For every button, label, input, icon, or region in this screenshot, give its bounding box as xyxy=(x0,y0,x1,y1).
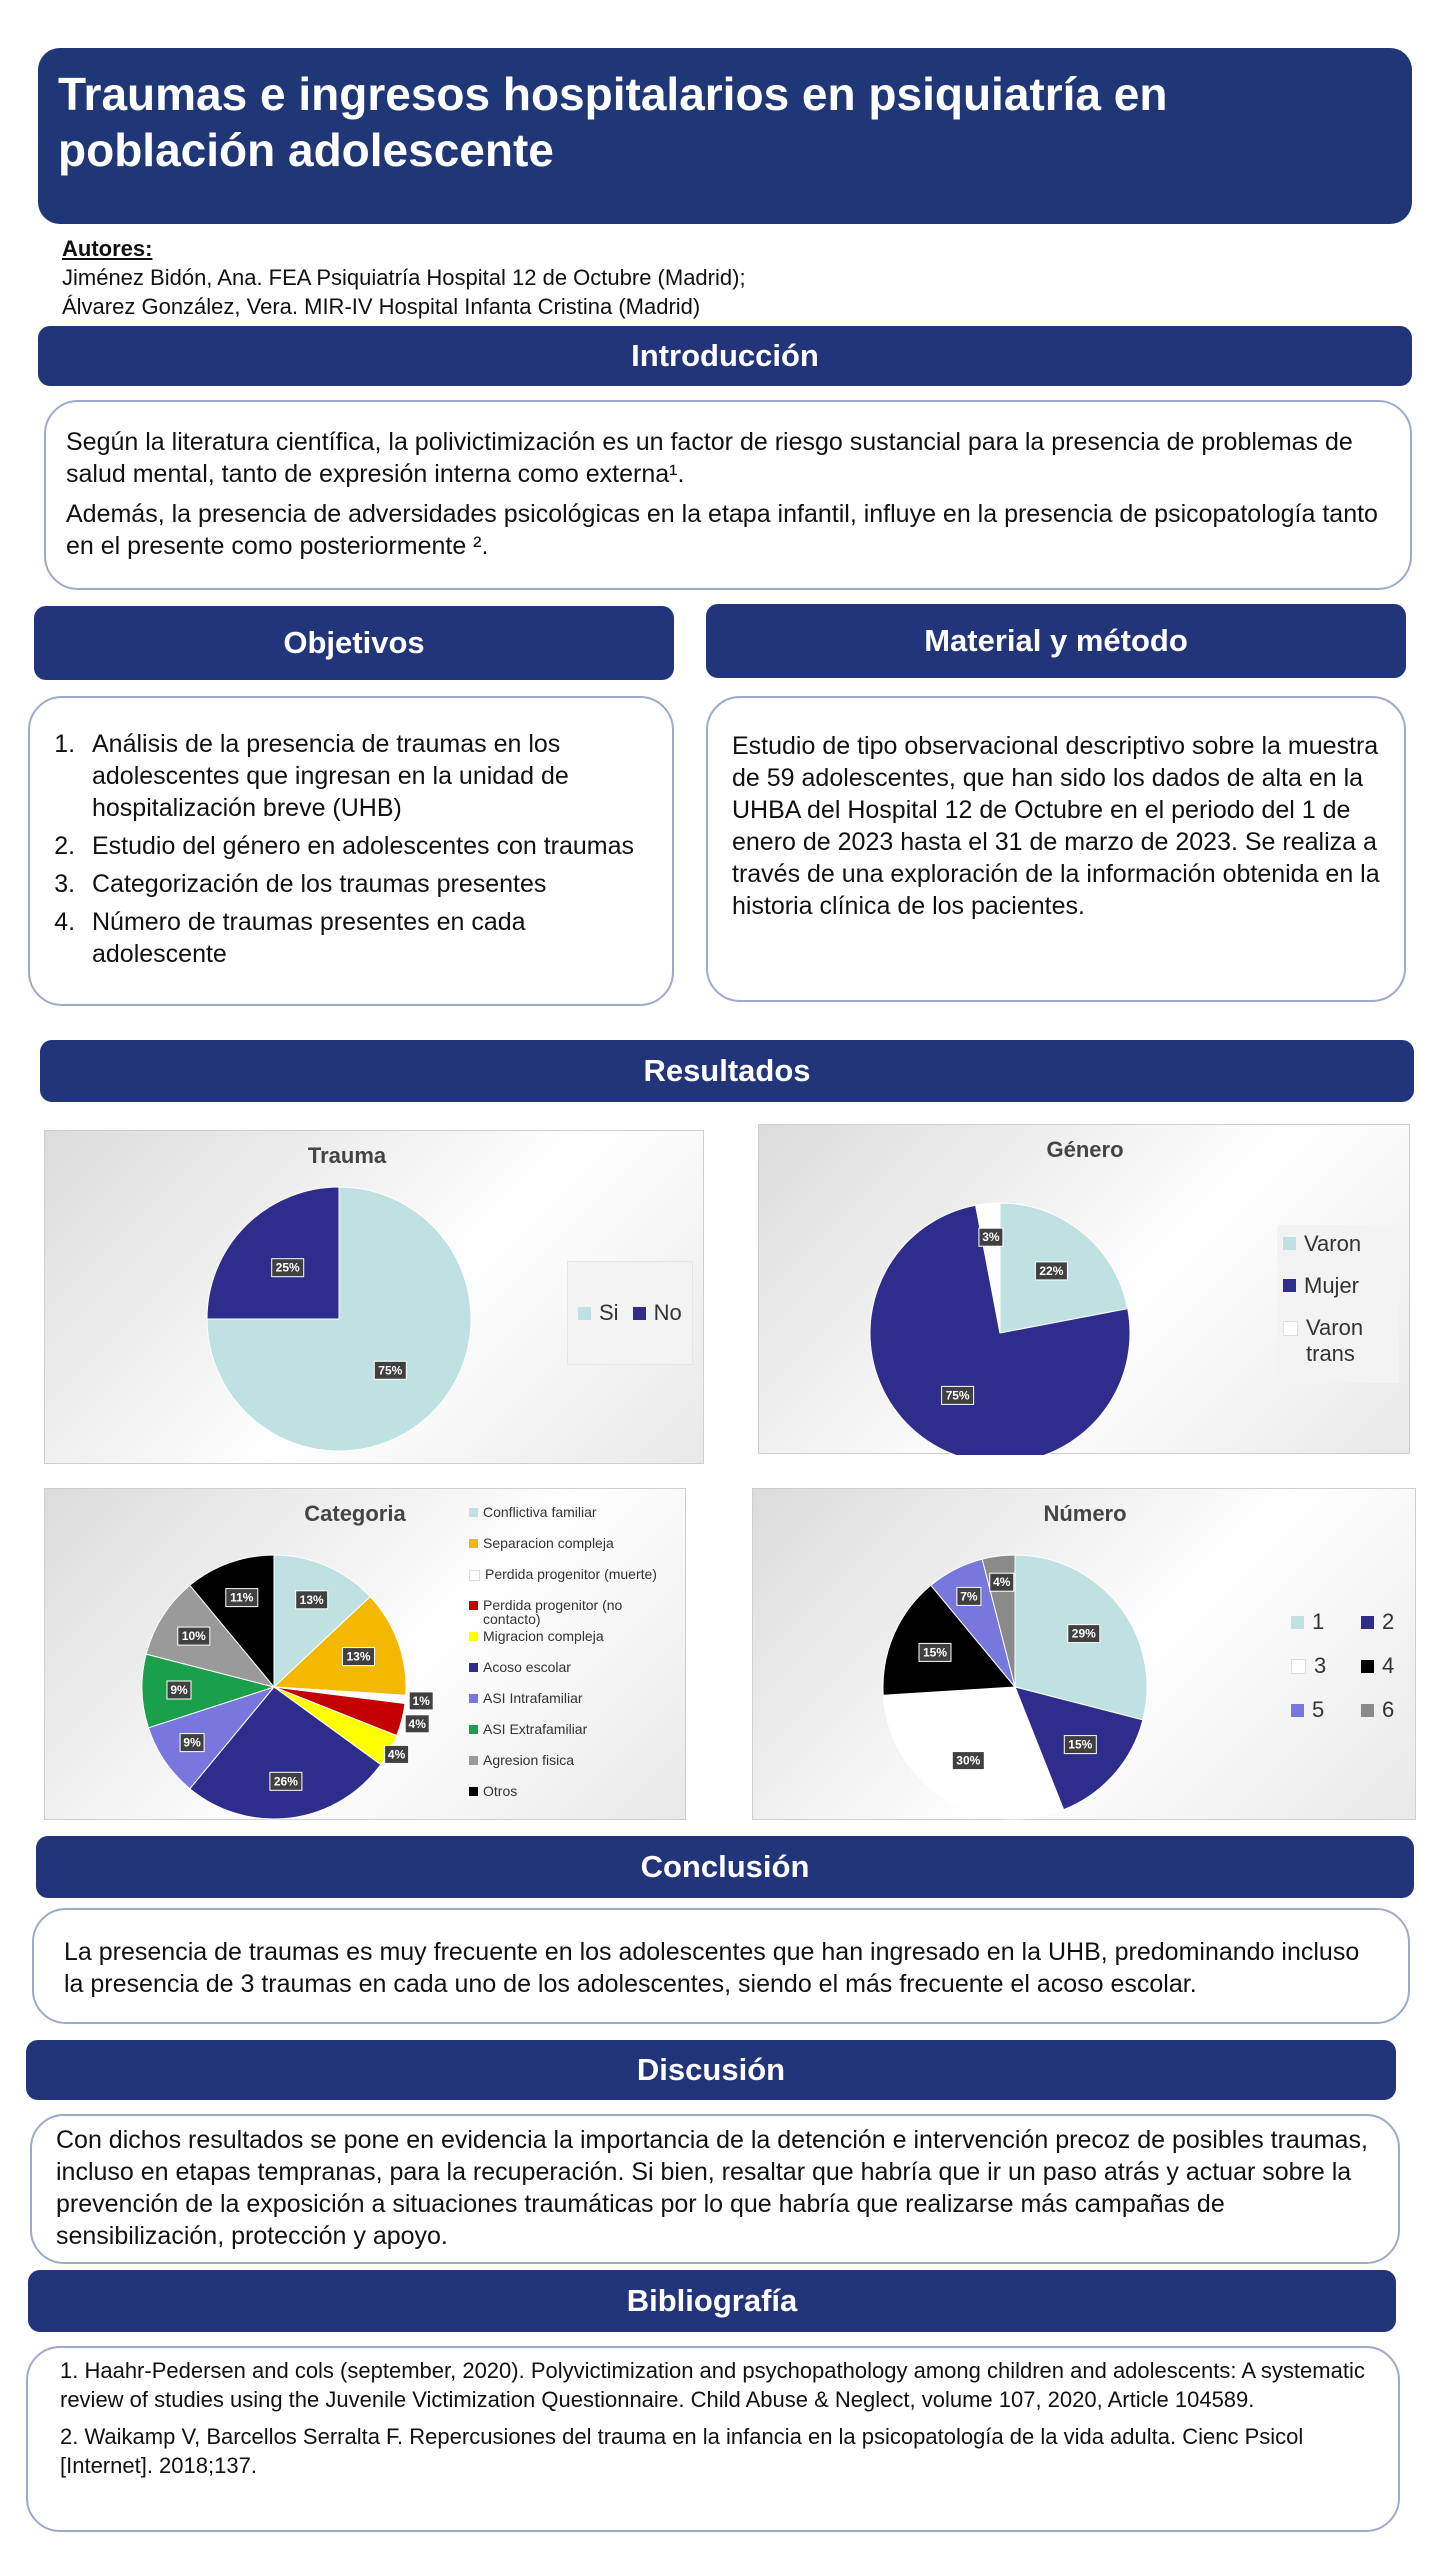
poster-title-text: Traumas e ingresos hospitalarios en psiquiatría en población adolescente xyxy=(58,68,1168,176)
legend-swatch xyxy=(469,1601,478,1610)
legend-swatch xyxy=(469,1725,478,1734)
legend-label: Si xyxy=(599,1300,619,1325)
legend-label: Separacion compleja xyxy=(483,1535,614,1551)
legend-item xyxy=(1283,1231,1393,1257)
legend-swatch xyxy=(469,1508,478,1517)
data-label: 22% xyxy=(1039,1263,1064,1278)
section-title: Conclusión xyxy=(640,1849,810,1884)
legend-item xyxy=(469,1598,679,1629)
legend-label: Migracion compleja xyxy=(483,1628,604,1644)
intro-paragraph: Además, la presencia de adversidades psicológicas en la etapa infantil, influye en la presencia de psicopatología tanto en el presente como posteriormente ². xyxy=(66,500,1378,560)
legend-swatch xyxy=(578,1307,591,1320)
data-label: 7% xyxy=(960,1589,978,1604)
legend-label: No xyxy=(653,1300,682,1325)
section-header-discusion xyxy=(26,2040,1396,2100)
section-header-conclusion xyxy=(36,1836,1414,1898)
legend-label: Otros xyxy=(483,1783,518,1799)
data-label: 10% xyxy=(181,1629,206,1644)
legend-item xyxy=(469,1784,679,1815)
legend-swatch xyxy=(469,1632,478,1641)
legend-item xyxy=(469,1505,679,1536)
legend-label: Conflictiva familiar xyxy=(483,1504,597,1520)
legend-item xyxy=(469,1753,679,1784)
legend-swatch xyxy=(469,1570,480,1581)
legend-swatch xyxy=(1283,1321,1298,1336)
legend-item xyxy=(469,1567,679,1598)
legend-item xyxy=(578,1300,619,1326)
objetivo-item: 3. Categorización de los traumas presentes xyxy=(82,868,652,900)
material-box xyxy=(706,696,1406,1002)
legend-label: Perdida progenitor (muerte) xyxy=(485,1566,657,1582)
authors-label: Autores: xyxy=(62,236,153,261)
legend-swatch xyxy=(1291,1704,1304,1717)
data-label: 9% xyxy=(170,1683,188,1697)
data-label: 11% xyxy=(230,1590,254,1605)
legend-swatch xyxy=(1283,1279,1296,1292)
data-label: 13% xyxy=(346,1649,371,1664)
legend-label: Mujer xyxy=(1304,1273,1360,1298)
data-label: 26% xyxy=(273,1774,298,1789)
section-title: Introducción xyxy=(631,338,819,373)
legend-item xyxy=(1361,1697,1431,1723)
legend-swatch xyxy=(469,1787,478,1796)
section-header-objetivos xyxy=(34,606,674,680)
objetivos-list xyxy=(30,728,652,970)
legend-swatch xyxy=(1283,1237,1296,1250)
chart-title: Categoria xyxy=(304,1501,406,1526)
legend-item xyxy=(469,1660,679,1691)
data-label: 29% xyxy=(1071,1626,1096,1641)
legend-numero xyxy=(1291,1609,1431,1723)
data-label: 4% xyxy=(408,1716,426,1731)
chart-numero xyxy=(752,1488,1416,1820)
legend-label: 1 xyxy=(1312,1609,1325,1634)
legend-swatch xyxy=(469,1694,478,1703)
legend-item xyxy=(469,1629,679,1660)
section-header-bibliografia xyxy=(28,2270,1396,2332)
intro-paragraph: Según la literatura científica, la polivictimización es un factor de riesgo sustancial para la presencia de problemas de salud mental, tanto de expresión interna como externa¹. xyxy=(66,428,1353,488)
data-label: 15% xyxy=(1068,1737,1093,1752)
legend-item xyxy=(1283,1273,1393,1299)
legend-item xyxy=(469,1536,679,1567)
section-header-introduccion xyxy=(38,326,1412,386)
data-label: 25% xyxy=(275,1260,300,1275)
legend-label: ASI Intrafamiliar xyxy=(483,1690,583,1706)
section-title: Discusión xyxy=(636,2052,786,2087)
legend-trauma xyxy=(567,1261,693,1365)
objetivo-item: 2. Estudio del género en adolescentes con traumas xyxy=(82,830,652,862)
data-label: 4% xyxy=(387,1747,406,1762)
legend-swatch xyxy=(1291,1616,1304,1629)
legend-item xyxy=(1291,1609,1361,1635)
chart-title: Número xyxy=(1043,1501,1127,1526)
poster-title xyxy=(38,48,1412,224)
objetivo-item: 1. Análisis de la presencia de traumas en los adolescentes que ingresan en la unidad de hospitalización breve (UHB) xyxy=(82,728,652,824)
bibliografia-box xyxy=(26,2346,1400,2532)
data-label: 15% xyxy=(922,1645,948,1660)
conclusion-box xyxy=(32,1908,1410,2024)
legend-item xyxy=(1361,1609,1431,1635)
section-header-resultados xyxy=(40,1040,1414,1102)
legend-label: 4 xyxy=(1382,1653,1395,1678)
chart-trauma xyxy=(44,1130,704,1464)
legend-item xyxy=(1361,1653,1431,1679)
bibliografia-item: 1. Haahr-Pedersen and cols (september, 2020). Polyvictimization and psychopathology among children and adolescents: A systematic review of studies using the Juvenile Victimization Questionnaire. Child Abuse & Neglect, volume 107, 2020, Article 104589. xyxy=(60,2358,1365,2412)
legend-categoria xyxy=(469,1505,679,1815)
chart-genero xyxy=(758,1124,1410,1454)
section-header-material xyxy=(706,604,1406,678)
data-label: 9% xyxy=(183,1735,201,1750)
data-label: 1% xyxy=(412,1693,430,1708)
intro-box xyxy=(44,400,1412,590)
legend-swatch xyxy=(469,1539,478,1548)
author-line: Álvarez González, Vera. MIR-IV Hospital Infanta Cristina (Madrid) xyxy=(62,294,701,319)
author-line: Jiménez Bidón, Ana. FEA Psiquiatría Hospital 12 de Octubre (Madrid); xyxy=(62,265,746,290)
legend-item xyxy=(469,1691,679,1722)
legend-label: Agresion fisica xyxy=(483,1752,575,1768)
data-label: 13% xyxy=(299,1592,324,1607)
data-label: 30% xyxy=(956,1753,981,1768)
legend-label: Perdida progenitor (no contacto) xyxy=(483,1597,623,1627)
chart-title: Trauma xyxy=(307,1143,387,1168)
legend-swatch xyxy=(1361,1660,1374,1673)
legend-label: ASI Extrafamiliar xyxy=(483,1721,588,1737)
bibliografia-item: 2. Waikamp V, Barcellos Serralta F. Repercusiones del trauma en la infancia en la psicopatología de la vida adulta. Cienc Psicol [Internet]. 2018;137. xyxy=(60,2424,1304,2478)
legend-item xyxy=(633,1300,682,1326)
discusion-box xyxy=(30,2114,1400,2264)
legend-label: Acoso escolar xyxy=(483,1659,571,1675)
legend-label: 6 xyxy=(1382,1697,1395,1722)
data-label: 75% xyxy=(378,1363,403,1378)
chart-categoria xyxy=(44,1488,686,1820)
legend-swatch xyxy=(633,1307,646,1320)
legend-swatch xyxy=(469,1663,478,1672)
conclusion-text: La presencia de traumas es muy frecuente en los adolescentes que han ingresado en la UHB, predominando incluso la presencia de 3 traumas en cada uno de los adolescentes, siendo el más frecuente el acoso escolar. xyxy=(64,1938,1360,1998)
legend-swatch xyxy=(1361,1616,1374,1629)
authors-block xyxy=(62,234,962,321)
legend-label: Varon trans xyxy=(1306,1315,1364,1366)
objetivo-item: 4. Número de traumas presentes en cada adolescente xyxy=(82,906,652,970)
legend-label: 2 xyxy=(1382,1609,1395,1634)
objetivos-box xyxy=(28,696,674,1006)
legend-item xyxy=(469,1722,679,1753)
legend-item xyxy=(1291,1653,1361,1679)
legend-genero xyxy=(1277,1225,1399,1383)
section-title: Objetivos xyxy=(283,625,425,660)
legend-label: Varon xyxy=(1304,1231,1362,1256)
data-label: 3% xyxy=(982,1230,1000,1245)
material-text: Estudio de tipo observacional descriptivo sobre la muestra de 59 adolescentes, que han sido los dados de alta en la UHBA del Hospital 12 de Octubre en el periodo del 1 de enero de 2023 hasta el 31 de marzo de 2023. Se realiza a través de una exploración de la información obtenida en la historia clínica de los pacientes. xyxy=(732,732,1380,920)
legend-item xyxy=(1283,1315,1393,1367)
section-title: Resultados xyxy=(643,1053,811,1088)
pie-slice xyxy=(207,1187,339,1319)
legend-swatch xyxy=(469,1756,478,1765)
data-label: 75% xyxy=(945,1388,970,1403)
legend-swatch xyxy=(1291,1659,1306,1674)
legend-label: 5 xyxy=(1312,1697,1325,1722)
chart-title: Género xyxy=(1046,1137,1124,1162)
legend-item xyxy=(1291,1697,1361,1723)
legend-swatch xyxy=(1361,1704,1374,1717)
section-title: Bibliografía xyxy=(626,2283,798,2318)
legend-label: 3 xyxy=(1314,1653,1327,1678)
section-title: Material y método xyxy=(924,623,1188,658)
discusion-text: Con dichos resultados se pone en evidencia la importancia de la detención e intervención precoz de posibles traumas, incluso en etapas tempranas, para la recuperación. Si bien, resaltar que habría que ir un paso atrás y actuar sobre la prevención de la exposición a situaciones traumáticas por lo que habría que realizarse más campañas de sensibilización, protección y apoyo. xyxy=(56,2126,1368,2250)
data-label: 4% xyxy=(993,1575,1011,1590)
